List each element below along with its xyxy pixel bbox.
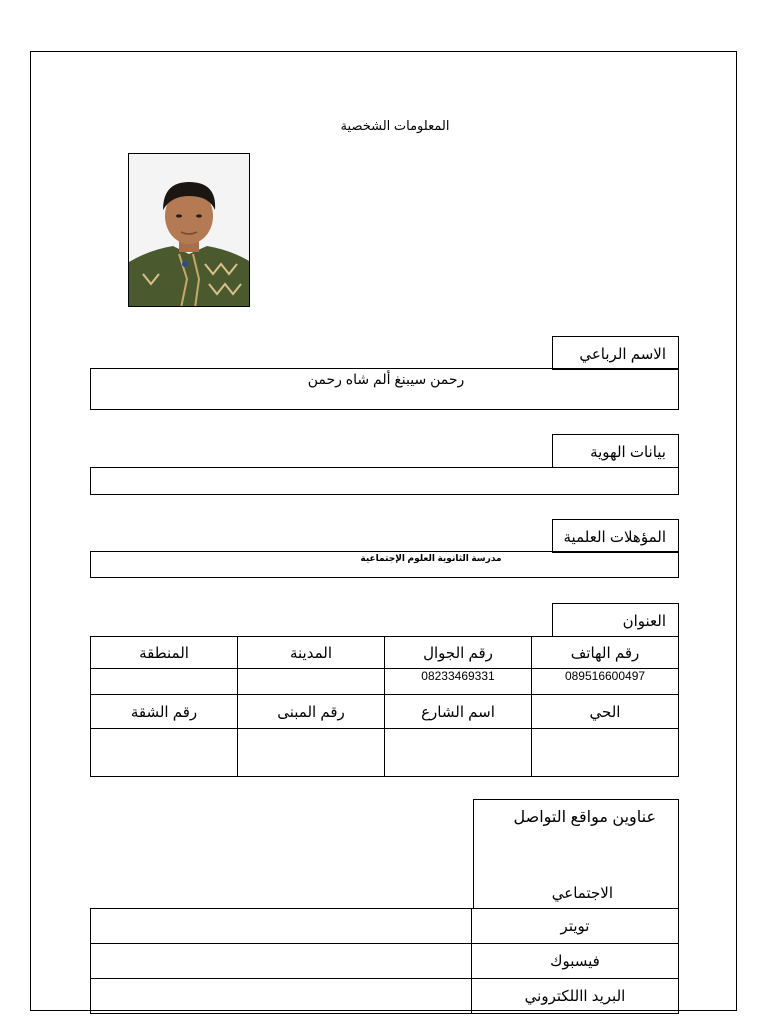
twitter-value[interactable] — [91, 909, 472, 944]
header-apartment: رقم الشقة — [91, 695, 238, 729]
email-label: البريد االلكتروني — [472, 979, 679, 1014]
social-row-facebook — [91, 944, 679, 979]
address-table — [90, 636, 679, 777]
email-value[interactable] — [91, 979, 472, 1014]
city-value[interactable] — [238, 669, 385, 695]
qualifications-label: المؤهلات العلمية — [552, 519, 679, 553]
full-name-label: الاسم الرباعي — [552, 336, 679, 370]
social-table — [90, 908, 679, 1014]
person-photo-icon — [129, 154, 250, 307]
address-label: العنوان — [552, 603, 679, 637]
social-row-twitter — [91, 909, 679, 944]
profile-photo — [128, 153, 250, 307]
header-district: الحي — [532, 695, 679, 729]
header-street: اسم الشارع — [385, 695, 532, 729]
header-mobile: رقم الجوال — [385, 637, 532, 669]
qualifications-value: مدرسة الثانوية العلوم الإجتماعية — [360, 553, 502, 563]
region-value[interactable] — [91, 669, 238, 695]
twitter-label: تويتر — [472, 909, 679, 944]
social-title: عناوين مواقع التواصل — [513, 809, 656, 826]
address-header-row — [91, 637, 679, 669]
header-phone: رقم الهاتف — [532, 637, 679, 669]
address-value-row-2 — [91, 729, 679, 777]
identity-label: بيانات الهوية — [552, 434, 679, 468]
phone-value[interactable]: 089516600497 — [532, 669, 679, 695]
page-title: المعلومات الشخصية — [340, 118, 450, 133]
facebook-label: فيسبوك — [472, 944, 679, 979]
address-value-row — [91, 669, 679, 695]
header-city: المدينة — [238, 637, 385, 669]
header-building: رقم المبنى — [238, 695, 385, 729]
qualifications-field[interactable] — [90, 551, 679, 578]
facebook-value[interactable] — [91, 944, 472, 979]
building-value[interactable] — [238, 729, 385, 777]
social-row-email — [91, 979, 679, 1014]
social-subtitle: الاجتماعي — [551, 885, 613, 902]
district-value[interactable] — [532, 729, 679, 777]
address-header-row-2 — [91, 695, 679, 729]
street-value[interactable] — [385, 729, 532, 777]
full-name-value: رحمن سيبنغ ألم شاه رحمن — [307, 371, 465, 387]
apartment-value[interactable] — [91, 729, 238, 777]
header-region: المنطقة — [91, 637, 238, 669]
identity-field[interactable] — [90, 467, 679, 495]
full-name-field[interactable] — [90, 368, 679, 410]
mobile-value[interactable]: 08233469331 — [385, 669, 532, 695]
